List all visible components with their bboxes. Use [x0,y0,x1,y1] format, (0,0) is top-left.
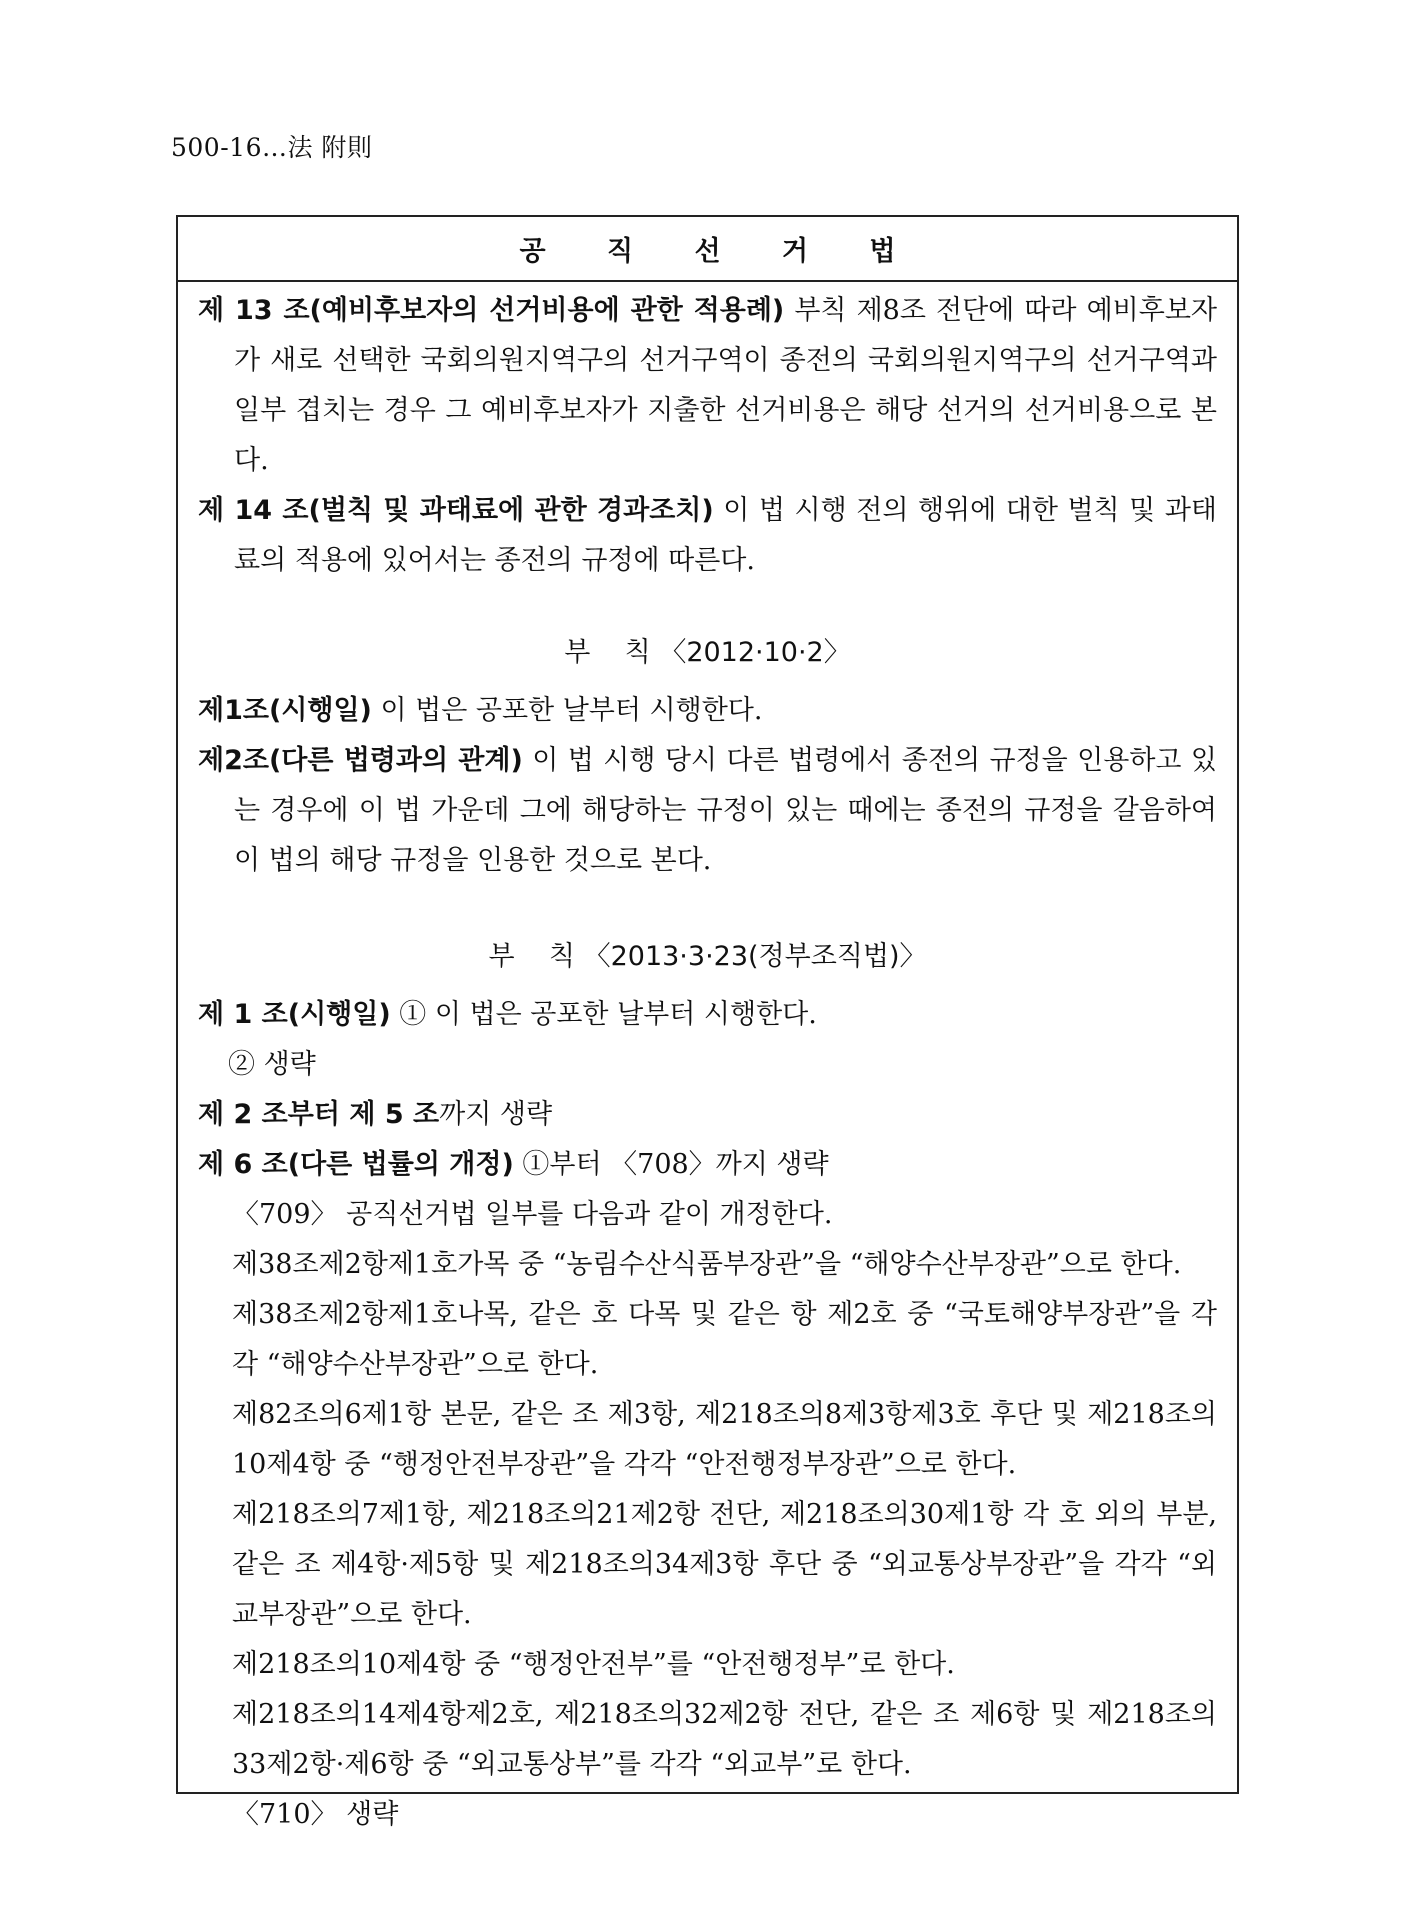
addenda-heading-2012: 부 칙 〈2012·10·2〉 [564,637,851,668]
article-14-text: 이 법 시행 전의 행위에 대한 벌칙 및 과태료의 적용에 있어서는 종전의 규정에 따른다. [234,495,1217,576]
range-connector: 부터 [287,1099,350,1130]
addenda-2012-article-1 [198,686,1217,736]
addenda-2013-articles-2-5 [198,1090,1217,1140]
article-14 [198,486,1217,586]
article-5-label: 제 5 조 [349,1099,440,1130]
document-frame [176,215,1239,1830]
article-13-text: 부칙 제8조 전단에 따라 예비후보자가 새로 선택한 국회의원지역구의 선거구역이 종전의 국회의원지역구의 선거구역과 일부 겹치는 경우 그 예비후보자가 지출한 선거비용은 해당 선거의 선거비용으로 본다. [234,295,1217,476]
addenda-2012-article-2-label: 제2조(다른 법령과의 관계) [198,745,523,776]
document-content [178,282,1237,1840]
addenda-2013-article-6 [198,1140,1217,1190]
addenda-2013-article-1-label: 제 1 조(시행일) [198,999,391,1030]
addenda-2012-article-1-text: 이 법은 공포한 날부터 시행한다. [371,695,763,726]
amendment-item: 〈709〉 공직선거법 일부를 다음과 같이 개정한다. [232,1199,833,1230]
amendment-item: 제218조의7제1항, 제218조의21제2항 전단, 제218조의30제1항 각 호 외의 부분, 같은 조 제4항·제5항 및 제218조의34제3항 후단 중 “외교통상부장관”을 각각 “외교부장관”으로 한다. [232,1499,1217,1630]
addenda-2012-article-2-text: 이 법 시행 당시 다른 법령에서 종전의 규정을 인용하고 있는 경우에 이 법 가운데 그에 해당하는 규정이 있는 때에는 종전의 규정을 갈음하여 이 법의 해당 규정을 인용한 것으로 본다. [234,745,1217,876]
amendment-item: 제82조의6제1항 본문, 같은 조 제3항, 제218조의8제3항제3호 후단 및 제218조의10제4항 중 “행정안전부장관”을 각각 “안전행정부장관”으로 한다. [232,1399,1217,1480]
amendment-item: 〈710〉 생략 [232,1799,399,1830]
article-13-label: 제 13 조(예비후보자의 선거비용에 관한 적용례) [198,295,785,326]
amendment-item: 제38조제2항제1호나목, 같은 호 다목 및 같은 항 제2호 중 “국토해양부장관”을 각각 “해양수산부장관”으로 한다. [232,1299,1217,1380]
addenda-2013-article-1-text: ① 이 법은 공포한 날부터 시행한다. [390,999,817,1030]
document-title: 공 직 선 거 법 [178,217,1237,282]
addenda-2013-article-6-label: 제 6 조(다른 법률의 개정) [198,1149,514,1180]
amendment-item: 제218조의10제4항 중 “행정안전부”를 “안전행정부”로 한다. [232,1649,955,1680]
addenda-2013-article-1-para-2: ② 생략 [228,1049,316,1080]
page-header: 500-16…法 附則 [171,133,373,162]
amendment-item: 제218조의14제4항제2호, 제218조의32제2항 전단, 같은 조 제6항 및 제218조의33제2항·제6항 중 “외교통상부”를 각각 “외교부”로 한다. [232,1699,1217,1780]
articles-2-5-text: 까지 생략 [439,1099,553,1130]
addenda-2012-article-1-label: 제1조(시행일) [198,695,372,726]
addenda-2012-article-2 [198,736,1217,886]
addenda-2013-article-6-text: ①부터 〈708〉까지 생략 [513,1149,829,1180]
article-2-label: 제 2 조 [198,1099,288,1130]
article-13 [198,286,1217,486]
article-14-label: 제 14 조(벌칙 및 과태료에 관한 경과조치) [198,495,714,526]
addenda-2013-article-1 [198,990,1217,1040]
amendment-item: 제38조제2항제1호가목 중 “농림수산식품부장관”을 “해양수산부장관”으로 한다. [232,1249,1182,1280]
addenda-heading-2013: 부 칙 〈2013·3·23(정부조직법)〉 [488,941,927,972]
